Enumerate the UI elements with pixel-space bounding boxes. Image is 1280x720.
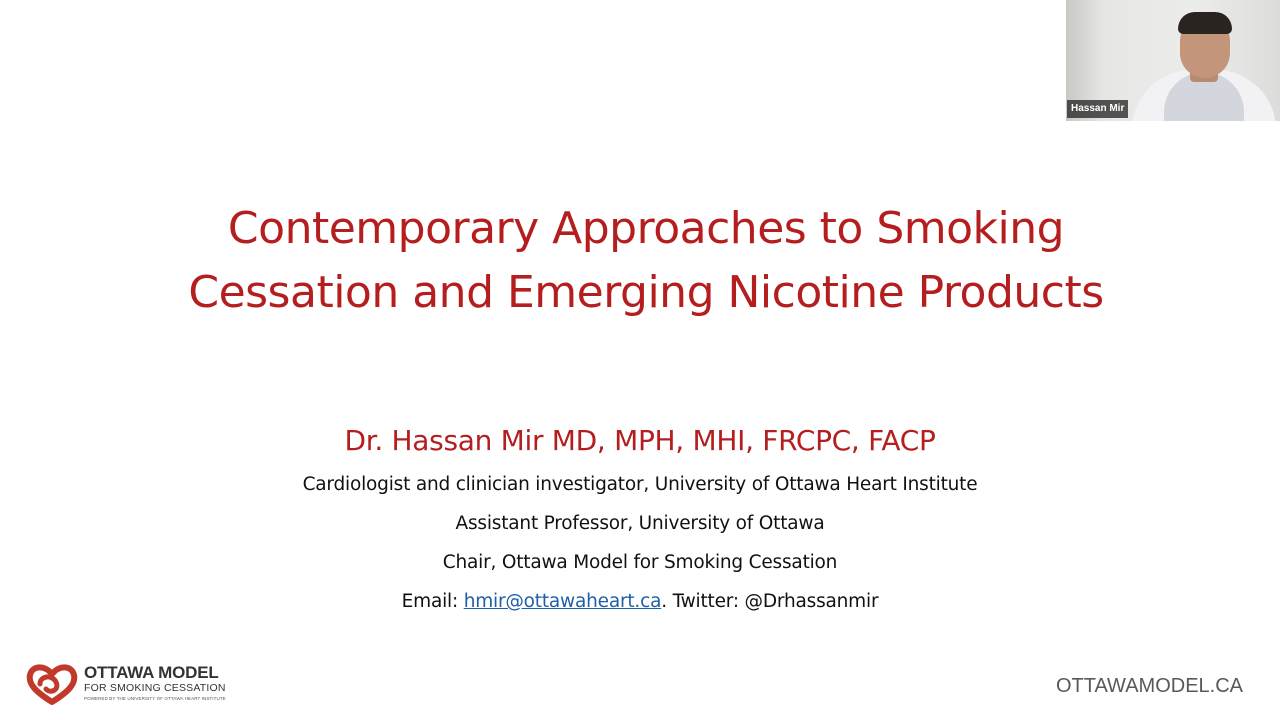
- email-link[interactable]: hmir@ottawaheart.ca: [463, 591, 662, 612]
- author-role-line: Cardiologist and clinician investigator, University of Ottawa Heart Institute: [302, 474, 978, 495]
- slide-title: [0, 197, 1280, 325]
- participant-hair: [1178, 12, 1232, 34]
- heart-loop-icon: [26, 662, 78, 706]
- author-chair-line: Chair, Ottawa Model for Smoking Cessation: [442, 552, 838, 573]
- logo-title: OTTAWA MODEL: [84, 663, 219, 682]
- slide-title-line-1: Contemporary Approaches to Smoking: [227, 203, 1065, 254]
- author-position-line: Assistant Professor, University of Ottawa: [455, 513, 825, 534]
- slide-title-line-2: Cessation and Emerging Nicotine Products: [188, 267, 1104, 318]
- email-label: Email:: [401, 591, 464, 612]
- participant-name-label: Hassan Mir: [1067, 100, 1128, 118]
- logo-subtitle: FOR SMOKING CESSATION: [84, 682, 226, 694]
- footer-url: OTTAWAMODEL.CA: [1055, 675, 1243, 697]
- ottawa-model-logo: [26, 662, 246, 706]
- logo-tagline: POWERED BY THE UNIVERSITY OF OTTAWA HEART INSTITUTE: [84, 696, 226, 701]
- author-block: [0, 418, 1280, 621]
- twitter-handle: . Twitter: @Drhassanmir: [661, 591, 879, 612]
- participant-video-tile[interactable]: [1066, 0, 1280, 121]
- contact-line: [0, 582, 1280, 621]
- author-name: Dr. Hassan Mir MD, MPH, MHI, FRCPC, FACP: [344, 424, 936, 457]
